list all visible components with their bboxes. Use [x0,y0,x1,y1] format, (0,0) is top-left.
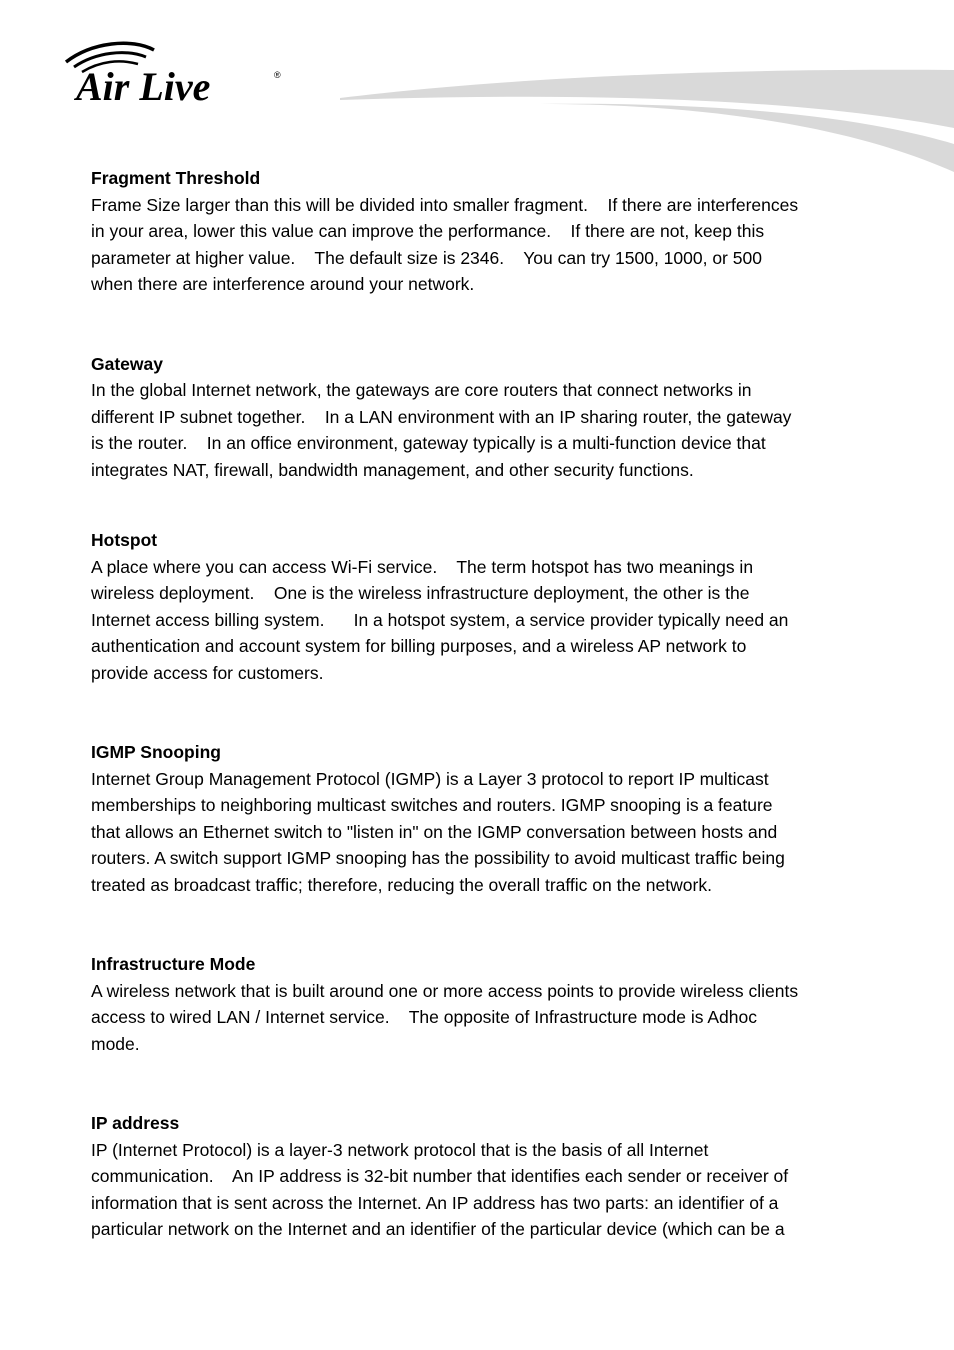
entry-line: different IP subnet together. In a LAN environment with an IP sharing router, the gateway [91,406,792,427]
entry-line: parameter at higher value. The default size is 2346. You can try 1500, 1000, or 500 [91,247,762,268]
glossary-entry-infrastructure-mode [91,951,871,1057]
glossary-entry-igmp-snooping [91,739,871,898]
entry-line: A place where you can access Wi-Fi service. The term hotspot has two meanings in [91,556,754,577]
entry-line: information that is sent across the Internet. An IP address has two parts: an identifier of a [91,1192,779,1213]
entry-line: authentication and account system for billing purposes, and a wireless AP network to [91,636,747,656]
entry-term: Infrastructure Mode [91,954,256,974]
entry-line: routers. A switch support IGMP snooping has the possibility to avoid multicast traffic being [91,848,785,868]
entry-line: when there are interference around your network. [91,274,475,294]
entry-line: Frame Size larger than this will be divided into smaller fragment. If there are interferences [91,194,799,215]
airlive-logo [62,40,292,110]
entry-line: access to wired LAN / Internet service. The opposite of Infrastructure mode is Adhoc [91,1007,757,1027]
registered-mark: ® [274,70,281,80]
page-header [0,0,954,180]
entry-line: Internet access billing system. In a hotspot system, a service provider typically need an [91,609,789,630]
glossary-content [91,165,871,1243]
header-swoosh [340,60,954,180]
entry-line: is the router. In an office environment, gateway typically is a multi-function device that [91,433,766,453]
entry-line: memberships to neighboring multicast switches and routers. IGMP snooping is a feature [91,795,773,815]
entry-term: Hotspot [91,530,158,550]
logo-text: Air Live [76,64,211,109]
entry-line: that allows an Ethernet switch to "listen in" on the IGMP conversation between hosts and [91,821,778,842]
glossary-entry-ip-address [91,1110,871,1243]
entry-line: treated as broadcast traffic; therefore, reducing the overall traffic on the network. [91,874,712,895]
entry-line: integrates NAT, firewall, bandwidth management, and other security functions. [91,459,694,480]
glossary-entry-gateway [91,351,871,484]
entry-line: Internet Group Management Protocol (IGMP) is a Layer 3 protocol to report IP multicast [91,768,769,789]
glossary-entry-fragment-threshold [91,165,871,298]
entry-term: Fragment Threshold [91,168,261,188]
entry-line: IP (Internet Protocol) is a layer-3 network protocol that is the basis of all Internet [91,1139,709,1160]
entry-line: provide access for customers. [91,662,324,683]
entry-term: IP address [91,1113,180,1133]
entry-line: A wireless network that is built around one or more access points to provide wireless clients [91,980,799,1001]
entry-line: wireless deployment. One is the wireless infrastructure deployment, the other is the [91,583,750,603]
entry-line: In the global Internet network, the gateways are core routers that connect networks in [91,380,752,400]
entry-term: Gateway [91,353,163,374]
entry-term: IGMP Snooping [91,742,221,762]
entry-line: particular network on the Internet and an identifier of the particular device (which can be a [91,1219,785,1239]
glossary-entry-hotspot [91,527,871,686]
entry-line: in your area, lower this value can improve the performance. If there are not, keep this [91,221,765,241]
entry-line: communication. An IP address is 32-bit number that identifies each sender or receiver of [91,1166,789,1186]
entry-line: mode. [91,1033,140,1054]
